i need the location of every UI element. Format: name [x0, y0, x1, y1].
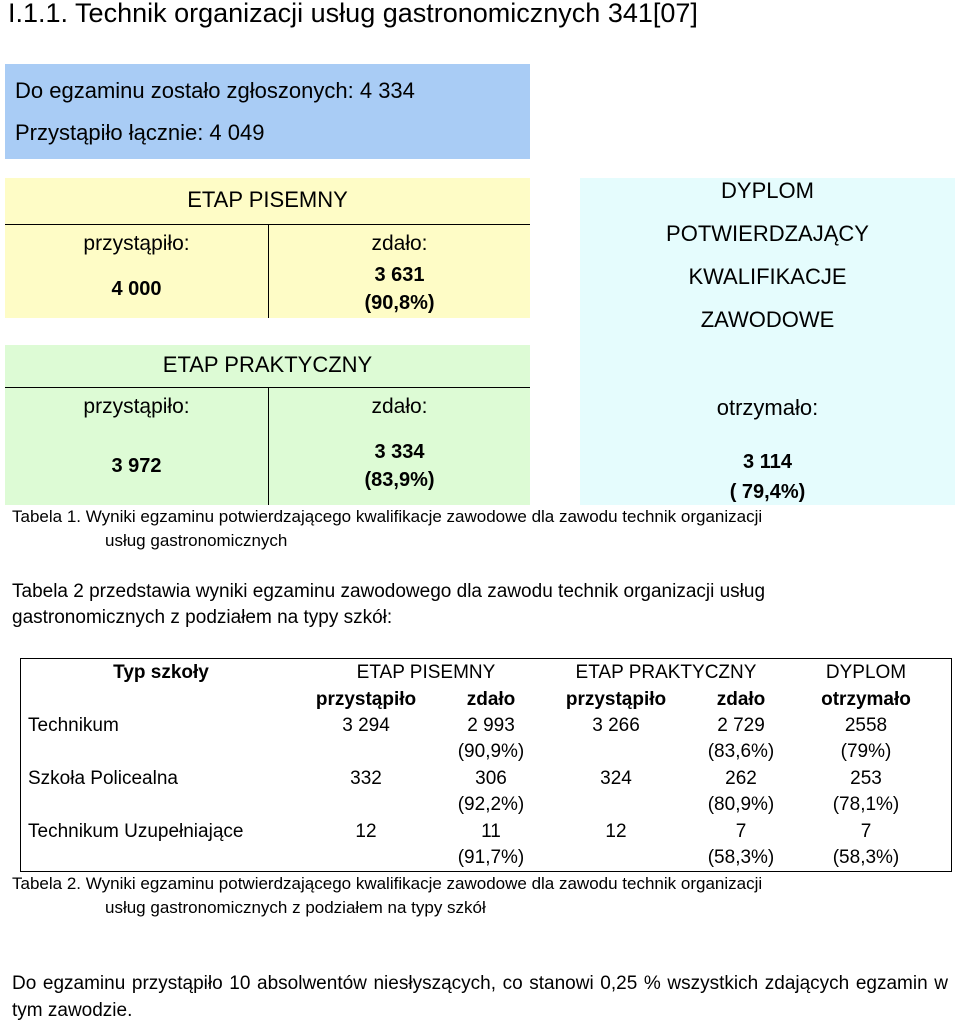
- written-stage-title: ETAP PISEMNY: [187, 187, 348, 212]
- written-attended-value: 4 000: [111, 278, 162, 300]
- diploma-title-line: DYPLOM: [721, 178, 814, 203]
- attended-count: Przystąpiło łącznie: 4 049: [15, 120, 265, 145]
- caption-label: Tabela 2.: [12, 874, 81, 893]
- footnote-paragraph: Do egzaminu przystąpiło 10 absolwentów niesłyszących, co stanowi 0,25 % wszystkich zdających egzamin w tym zawodzie.: [12, 973, 948, 1021]
- diploma-received-value: 3 114: [743, 451, 792, 473]
- diploma-title-line: ZAWODOWE: [700, 307, 835, 332]
- caption-text: usług gastronomicznych: [105, 531, 288, 550]
- written-passed-percent: (90,8%): [364, 292, 435, 314]
- school-type: Szkoła Policealna: [28, 768, 178, 789]
- table-cell: 12: [605, 821, 627, 842]
- table-cell: (83,6%): [707, 741, 775, 762]
- caption-label: Tabela 1.: [12, 507, 81, 526]
- practical-attended-label: przystąpiło:: [83, 395, 190, 418]
- caption-text: Wyniki egzaminu potwierdzającego kwalifikacje zawodowe dla zawodu technik organizacji: [85, 507, 763, 526]
- table-cell: 2 729: [717, 715, 765, 736]
- table-cell: 306: [475, 768, 507, 789]
- school-type: Technikum Uzupełniające: [28, 821, 244, 842]
- diploma-received-label: otrzymało:: [716, 395, 819, 420]
- practical-passed-percent: (83,9%): [364, 469, 435, 491]
- caption-text: Wyniki egzaminu potwierdzającego kwalifikacje zawodowe dla zawodu technik organizacji: [85, 874, 763, 893]
- school-type: Technikum: [28, 715, 119, 736]
- table-cell: (58,3%): [707, 847, 775, 868]
- registered-count: Do egzaminu zostało zgłoszonych: 4 334: [15, 78, 415, 103]
- subheader-diploma-received: otrzymało: [821, 689, 911, 710]
- practical-attended-value: 3 972: [111, 455, 162, 477]
- written-passed-value: 3 631: [374, 264, 425, 286]
- table-cell: (78,1%): [832, 794, 900, 815]
- schools-table: [20, 658, 952, 872]
- written-passed-label: zdało:: [371, 232, 428, 255]
- table1-caption: [12, 505, 762, 529]
- diploma-title-line: KWALIFIKACJE: [688, 264, 847, 289]
- written-stage-box: [5, 178, 530, 318]
- practical-passed-label: zdało:: [371, 395, 428, 418]
- table-cell: 2 993: [467, 715, 515, 736]
- table-cell: 3 266: [592, 715, 640, 736]
- table2-caption: [12, 872, 762, 896]
- practical-stage-box: [5, 345, 530, 505]
- subheader-written-attended: przystąpiło: [315, 689, 417, 710]
- table-cell: 7: [735, 821, 747, 842]
- table-cell: 253: [850, 768, 882, 789]
- table-cell: (92,2%): [457, 794, 525, 815]
- col-header-school-type: Typ szkoły: [113, 662, 209, 683]
- table-cell: 324: [600, 768, 632, 789]
- table-cell: 332: [350, 768, 382, 789]
- table-cell: (91,7%): [457, 847, 525, 868]
- table-cell: 12: [355, 821, 377, 842]
- table-cell: 3 294: [342, 715, 390, 736]
- subheader-written-passed: zdało: [466, 689, 516, 710]
- table-cell: 2558: [844, 715, 888, 736]
- col-header-practical: ETAP PRAKTYCZNY: [575, 662, 757, 683]
- subheader-practical-attended: przystąpiło: [565, 689, 667, 710]
- col-header-written: ETAP PISEMNY: [356, 662, 496, 683]
- table-cell: (79%): [840, 741, 892, 762]
- table-cell: (80,9%): [707, 794, 775, 815]
- intro-line: gastronomicznych z podziałem na typy szkół:: [12, 607, 393, 628]
- table-cell: 7: [860, 821, 872, 842]
- practical-stage-title: ETAP PRAKTYCZNY: [162, 352, 373, 377]
- diploma-title-line: POTWIERDZAJĄCY: [666, 221, 869, 246]
- intro-line: Tabela 2 przedstawia wyniki egzaminu zawodowego dla zawodu technik organizacji usług: [12, 581, 766, 602]
- diploma-box: [580, 178, 955, 505]
- table-cell: (58,3%): [832, 847, 900, 868]
- col-header-diploma: DYPLOM: [825, 662, 907, 683]
- table-cell: 11: [481, 821, 501, 842]
- caption-text: usług gastronomicznych z podziałem na typy szkół: [105, 898, 486, 917]
- table-cell: 262: [725, 768, 757, 789]
- page-title: I.1.1. Technik organizacji usług gastronomicznych 341[07]: [8, 0, 698, 28]
- diploma-received-percent: ( 79,4%): [729, 481, 806, 503]
- practical-passed-value: 3 334: [374, 441, 425, 463]
- summary-box: [5, 64, 530, 159]
- written-attended-label: przystąpiło:: [83, 232, 190, 255]
- table-cell: (90,9%): [457, 741, 525, 762]
- subheader-practical-passed: zdało: [716, 689, 766, 710]
